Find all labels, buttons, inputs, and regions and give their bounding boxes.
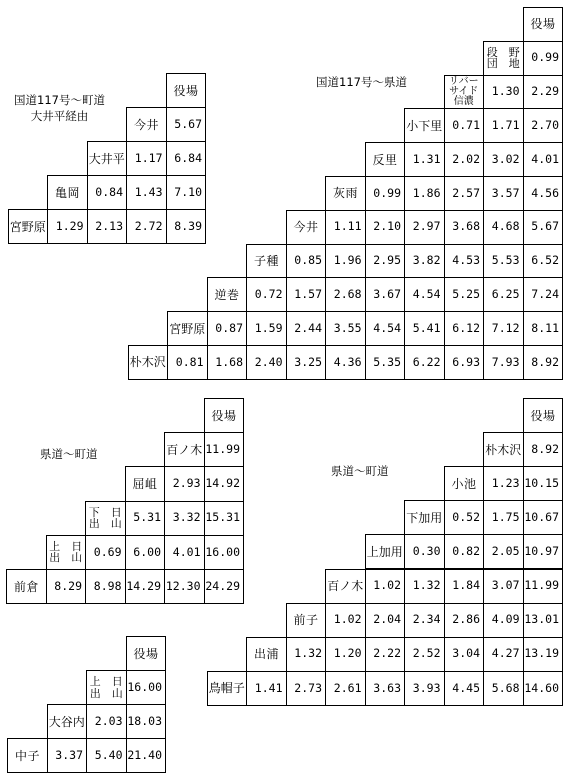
table-title-line: 大井平経由 bbox=[30, 108, 89, 123]
distance-value: 5.67 bbox=[166, 107, 207, 142]
distance-value: 1.02 bbox=[325, 603, 366, 638]
distance-value: 2.93 bbox=[164, 466, 205, 501]
distance-value: 5.40 bbox=[86, 738, 127, 773]
station-label bbox=[286, 603, 327, 638]
distance-value: 0.72 bbox=[246, 277, 287, 312]
station-label bbox=[7, 738, 48, 773]
table-title bbox=[40, 447, 98, 463]
distance-value: 5.53 bbox=[483, 244, 524, 279]
distance-value: 1.71 bbox=[483, 108, 524, 143]
distance-value: 2.40 bbox=[246, 345, 287, 380]
distance-value: 13.01 bbox=[523, 603, 564, 638]
distance-value: 2.86 bbox=[444, 603, 485, 638]
distance-value: 8.29 bbox=[46, 569, 87, 604]
station-label-part: 前 bbox=[14, 579, 27, 594]
distance-value: 0.69 bbox=[85, 535, 126, 570]
station-label-part: 上加用 bbox=[366, 544, 403, 559]
distance-value: 1.31 bbox=[404, 142, 445, 177]
distance-value: 1.32 bbox=[404, 569, 445, 604]
distance-value: 3.32 bbox=[164, 501, 205, 536]
distance-value: 2.61 bbox=[325, 671, 366, 706]
station-label-part: 池 bbox=[463, 476, 476, 491]
distance-value: 3.04 bbox=[444, 637, 485, 672]
distance-value: 12.30 bbox=[164, 569, 205, 604]
station-label-part: 中 bbox=[15, 748, 28, 763]
station-label-part: 場 bbox=[145, 646, 158, 661]
station-label-part: 灰 bbox=[333, 186, 346, 201]
station-label bbox=[207, 671, 248, 706]
distance-value: 14.92 bbox=[204, 466, 245, 501]
distance-value: 2.05 bbox=[483, 534, 524, 569]
station-label-part: 宮野原 bbox=[169, 321, 206, 336]
station-label bbox=[167, 311, 208, 346]
station-label-part: 今 bbox=[293, 220, 306, 235]
station-label bbox=[523, 398, 564, 433]
distance-value: 4.27 bbox=[483, 637, 524, 672]
station-label-part: 宮野原 bbox=[9, 219, 46, 234]
distance-value: 1.96 bbox=[325, 244, 366, 279]
station-label-part: 小 bbox=[451, 476, 464, 491]
table-title-line: 県道～町道 bbox=[40, 447, 98, 461]
station-label-part: 巻 bbox=[226, 287, 239, 302]
distance-value: 4.36 bbox=[325, 345, 366, 380]
distance-value: 7.10 bbox=[166, 175, 207, 210]
distance-value: 2.22 bbox=[365, 637, 406, 672]
station-label-part: 屈 bbox=[132, 476, 145, 491]
station-label-part: 団 地 bbox=[486, 57, 520, 71]
distance-value: 14.60 bbox=[523, 671, 564, 706]
distance-value: 1.17 bbox=[126, 141, 167, 176]
station-label-part: 反 bbox=[372, 152, 385, 167]
station-label-part: 上 日 bbox=[49, 539, 83, 553]
station-label bbox=[444, 75, 485, 110]
distance-value: 8.92 bbox=[523, 432, 564, 467]
distance-value: 0.99 bbox=[523, 41, 564, 76]
station-label bbox=[47, 704, 88, 739]
distance-value: 0.84 bbox=[87, 175, 128, 210]
station-label bbox=[6, 569, 47, 604]
distance-value: 2.73 bbox=[286, 671, 327, 706]
distance-value: 11.99 bbox=[204, 432, 245, 467]
distance-value: 16.00 bbox=[204, 535, 245, 570]
station-label-part: 種 bbox=[266, 253, 279, 268]
station-label-part: 逆 bbox=[214, 287, 227, 302]
distance-value: 0.87 bbox=[207, 311, 248, 346]
station-label-part: 段 野 bbox=[486, 45, 520, 59]
distance-value: 3.63 bbox=[365, 671, 406, 706]
distance-value: 2.02 bbox=[444, 142, 485, 177]
station-label-part: 下加用 bbox=[406, 510, 443, 525]
station-label-part: 場 bbox=[542, 17, 555, 32]
distance-value: 5.25 bbox=[444, 277, 485, 312]
distance-value: 1.84 bbox=[444, 569, 485, 604]
station-label-part: 里 bbox=[384, 152, 397, 167]
station-label-part: 役 bbox=[211, 408, 224, 423]
distance-value: 3.07 bbox=[483, 569, 524, 604]
station-label bbox=[128, 345, 169, 380]
distance-value: 1.23 bbox=[483, 466, 524, 501]
station-label bbox=[444, 466, 485, 501]
distance-value: 6.93 bbox=[444, 345, 485, 380]
distance-value: 2.04 bbox=[365, 603, 406, 638]
distance-value: 14.29 bbox=[125, 569, 166, 604]
distance-value: 3.02 bbox=[483, 142, 524, 177]
distance-value: 10.97 bbox=[523, 534, 564, 569]
distance-value: 1.68 bbox=[207, 345, 248, 380]
station-label-part: サイド bbox=[449, 85, 479, 97]
distance-value: 6.12 bbox=[444, 311, 485, 346]
station-label-part: 小下里 bbox=[406, 118, 443, 133]
distance-value: 2.03 bbox=[86, 704, 127, 739]
distance-value: 4.68 bbox=[483, 210, 524, 245]
station-label-part: 役 bbox=[133, 646, 146, 661]
distance-value: 13.19 bbox=[523, 637, 564, 672]
distance-value: 2.97 bbox=[404, 210, 445, 245]
distance-value: 2.29 bbox=[523, 75, 564, 110]
distance-value: 2.72 bbox=[126, 209, 167, 244]
distance-value: 24.29 bbox=[204, 569, 245, 604]
distance-value: 1.30 bbox=[483, 75, 524, 110]
distance-value: 1.43 bbox=[126, 175, 167, 210]
distance-value: 4.54 bbox=[365, 311, 406, 346]
station-label-part: 子 bbox=[254, 253, 267, 268]
distance-value: 21.40 bbox=[126, 738, 167, 773]
station-label-part: 井 bbox=[146, 117, 159, 132]
station-label-part: 亀 bbox=[55, 185, 68, 200]
station-label bbox=[47, 175, 88, 210]
distance-value: 1.57 bbox=[286, 277, 327, 312]
station-label bbox=[204, 398, 245, 433]
station-label bbox=[86, 670, 127, 705]
distance-value: 1.32 bbox=[286, 637, 327, 672]
distance-value: 1.29 bbox=[47, 209, 88, 244]
distance-value: 2.70 bbox=[523, 108, 564, 143]
station-label-part: 鳥帽子 bbox=[208, 681, 245, 696]
distance-value: 1.86 bbox=[404, 176, 445, 211]
table-title-line: 国道117号～町道 bbox=[14, 93, 105, 107]
station-label bbox=[246, 637, 287, 672]
distance-value: 7.12 bbox=[483, 311, 524, 346]
distance-value: 8.11 bbox=[523, 311, 564, 346]
distance-value: 6.52 bbox=[523, 244, 564, 279]
distance-value: 3.68 bbox=[444, 210, 485, 245]
distance-value: 1.41 bbox=[246, 671, 287, 706]
station-label bbox=[126, 636, 167, 671]
distance-value: 4.45 bbox=[444, 671, 485, 706]
distance-value: 16.00 bbox=[126, 670, 167, 705]
station-label bbox=[87, 141, 128, 176]
distance-value: 3.57 bbox=[483, 176, 524, 211]
distance-value: 0.82 bbox=[444, 534, 485, 569]
station-label-part: 倉 bbox=[26, 579, 39, 594]
station-label bbox=[483, 432, 524, 467]
station-label-part: 上 日 bbox=[89, 674, 123, 688]
distance-value: 0.30 bbox=[404, 534, 445, 569]
station-label bbox=[8, 209, 49, 244]
station-label bbox=[246, 244, 287, 279]
station-label bbox=[207, 277, 248, 312]
station-label bbox=[166, 73, 207, 108]
station-label-part: 子 bbox=[305, 613, 318, 628]
station-label bbox=[85, 501, 126, 536]
distance-value: 3.93 bbox=[404, 671, 445, 706]
station-label bbox=[325, 176, 366, 211]
station-label-part: 井 bbox=[305, 220, 318, 235]
station-label-part: 百ノ木 bbox=[166, 442, 203, 457]
distance-value: 4.01 bbox=[164, 535, 205, 570]
station-label bbox=[483, 41, 524, 76]
distance-value: 2.95 bbox=[365, 244, 406, 279]
distance-value: 4.54 bbox=[404, 277, 445, 312]
distance-value: 6.84 bbox=[166, 141, 207, 176]
distance-value: 4.56 bbox=[523, 176, 564, 211]
distance-value: 4.01 bbox=[523, 142, 564, 177]
station-label bbox=[404, 500, 445, 535]
distance-value: 2.10 bbox=[365, 210, 406, 245]
distance-value: 8.98 bbox=[85, 569, 126, 604]
distance-value: 6.25 bbox=[483, 277, 524, 312]
table-title bbox=[331, 464, 389, 480]
distance-value: 2.34 bbox=[404, 603, 445, 638]
station-label-part: 岡 bbox=[67, 185, 80, 200]
station-label-part: 雨 bbox=[345, 186, 358, 201]
station-label-part: 大谷内 bbox=[48, 714, 85, 729]
distance-value: 2.52 bbox=[404, 637, 445, 672]
station-label-part: 朴木沢 bbox=[485, 442, 522, 457]
station-label-part: 役 bbox=[530, 17, 543, 32]
distance-value: 1.59 bbox=[246, 311, 287, 346]
station-label bbox=[46, 535, 87, 570]
station-label-part: 子 bbox=[27, 748, 40, 763]
distance-value: 0.85 bbox=[286, 244, 327, 279]
station-label bbox=[286, 210, 327, 245]
distance-value: 10.67 bbox=[523, 500, 564, 535]
distance-value: 5.41 bbox=[404, 311, 445, 346]
station-label-part: 出 山 bbox=[89, 686, 123, 700]
station-label-part: 朴木沢 bbox=[129, 355, 166, 370]
distance-value: 1.75 bbox=[483, 500, 524, 535]
station-label-part: 前 bbox=[293, 613, 306, 628]
distance-value: 5.67 bbox=[523, 210, 564, 245]
distance-value: 8.92 bbox=[523, 345, 564, 380]
table-title bbox=[14, 93, 105, 124]
station-label-part: 百ノ木 bbox=[327, 579, 364, 594]
distance-value: 3.37 bbox=[47, 738, 88, 773]
station-label-part: 今 bbox=[134, 117, 147, 132]
station-label-part: 場 bbox=[185, 83, 198, 98]
distance-value: 0.99 bbox=[365, 176, 406, 211]
station-label-part: 岨 bbox=[144, 476, 157, 491]
station-label-part: 出 bbox=[254, 647, 267, 662]
distance-value: 15.31 bbox=[204, 501, 245, 536]
distance-value: 7.93 bbox=[483, 345, 524, 380]
station-label-part: リバー bbox=[448, 75, 479, 87]
distance-value: 0.71 bbox=[444, 108, 485, 143]
station-label-part: 信濃 bbox=[453, 95, 474, 107]
distance-value: 18.03 bbox=[126, 704, 167, 739]
distance-value: 5.35 bbox=[365, 345, 406, 380]
station-label bbox=[365, 142, 406, 177]
station-label bbox=[164, 432, 205, 467]
distance-value: 3.55 bbox=[325, 311, 366, 346]
table-title bbox=[316, 75, 407, 91]
station-label-part: 出 山 bbox=[88, 517, 122, 531]
distance-value: 2.68 bbox=[325, 277, 366, 312]
distance-value: 6.22 bbox=[404, 345, 445, 380]
station-label bbox=[125, 466, 166, 501]
station-label-part: 出 山 bbox=[49, 551, 83, 565]
station-label-part: 役 bbox=[530, 408, 543, 423]
distance-value: 7.24 bbox=[523, 277, 564, 312]
distance-value: 4.09 bbox=[483, 603, 524, 638]
station-label-part: 場 bbox=[223, 408, 236, 423]
station-label bbox=[325, 569, 366, 604]
distance-value: 0.52 bbox=[444, 500, 485, 535]
distance-value: 4.53 bbox=[444, 244, 485, 279]
distance-value: 3.82 bbox=[404, 244, 445, 279]
station-label bbox=[404, 108, 445, 143]
distance-value: 5.68 bbox=[483, 671, 524, 706]
distance-value: 1.20 bbox=[325, 637, 366, 672]
station-label-part: 大井平 bbox=[88, 151, 125, 166]
station-label-part: 場 bbox=[542, 408, 555, 423]
station-label-part: 下 日 bbox=[88, 505, 122, 519]
distance-value: 10.15 bbox=[523, 466, 564, 501]
station-label bbox=[523, 7, 564, 42]
distance-value: 0.81 bbox=[167, 345, 208, 380]
distance-value: 1.02 bbox=[365, 569, 406, 604]
station-label bbox=[365, 534, 406, 569]
station-label bbox=[126, 107, 167, 142]
table-title-line: 国道117号～県道 bbox=[316, 75, 407, 89]
station-label-part: 浦 bbox=[266, 647, 279, 662]
distance-value: 1.11 bbox=[325, 210, 366, 245]
station-label-part: 役 bbox=[173, 83, 186, 98]
distance-value: 8.39 bbox=[166, 209, 207, 244]
distance-value: 5.31 bbox=[125, 501, 166, 536]
table-title-line: 県道～町道 bbox=[331, 464, 389, 478]
distance-value: 11.99 bbox=[523, 569, 564, 604]
distance-value: 3.67 bbox=[365, 277, 406, 312]
distance-value: 3.25 bbox=[286, 345, 327, 380]
distance-value: 2.57 bbox=[444, 176, 485, 211]
distance-value: 2.44 bbox=[286, 311, 327, 346]
distance-value: 6.00 bbox=[125, 535, 166, 570]
distance-value: 2.13 bbox=[87, 209, 128, 244]
